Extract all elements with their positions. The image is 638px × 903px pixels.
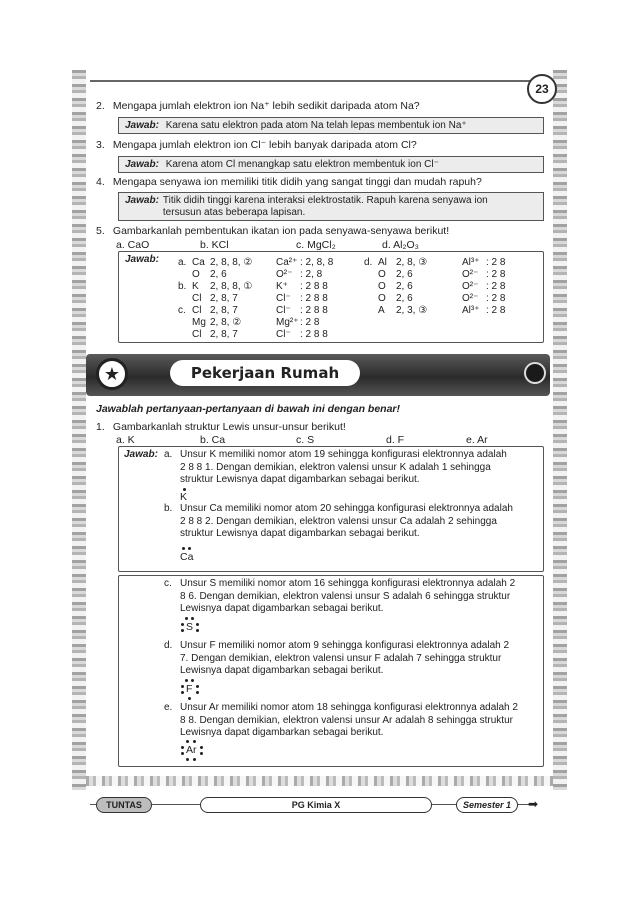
lewis-f: F: [186, 683, 193, 695]
q5-left-row-label: a.: [178, 257, 187, 268]
q5-left-row-ion: K⁺: [276, 281, 288, 292]
question-3: 3. Mengapa jumlah elektron ion Cl⁻ lebih banyak daripada atom Cl?: [96, 139, 417, 151]
hw-option-d: d. F: [386, 434, 405, 446]
q5-left-row-ion: Cl⁻: [276, 293, 291, 304]
q5-right-row-ion-config: : 2 8: [486, 281, 506, 292]
q5-right-row-ion: Al³⁺: [462, 305, 480, 316]
electron-dot: [200, 752, 203, 755]
q5-right-row-element: O: [378, 281, 386, 292]
question-5: 5. Gambarkanlah pembentukan ikatan ion pada senyawa-senyawa berikut!: [96, 225, 450, 237]
electron-dot: [196, 691, 199, 694]
lewis-ca: Ca: [180, 551, 194, 563]
q5-right-row-element: Al: [378, 257, 387, 268]
q5-left-row-ion-config: : 2 8 8: [300, 281, 328, 292]
q5-right-row-ion: O²⁻: [462, 293, 479, 304]
answer-box-3: Jawab: Karena atom Cl menangkap satu elektron membentuk ion Cl⁻: [118, 156, 544, 173]
answer-4-line-2: tersusun atas beberapa lapisan.: [162, 207, 306, 218]
q5-right-row-element: O: [378, 293, 386, 304]
q5-left-row-ion: Mg²⁺: [276, 317, 299, 328]
hw-option-c: c. S: [296, 434, 315, 446]
q5-right-row-ion: O²⁻: [462, 281, 479, 292]
hw-question-1-text: Gambarkanlah struktur Lewis unsur-unsur berikut!: [112, 421, 346, 433]
q5-right-row-ion-config: : 2 8: [486, 269, 506, 280]
option-d: d. Al₂O₃: [382, 239, 419, 251]
q5-left-row-config: 2, 8, 7: [210, 305, 238, 316]
option-b: b. KCl: [200, 239, 229, 251]
footer-semester: Semester 1: [456, 797, 518, 813]
hw-answer-e: Unsur Ar memiliki nomor atom 18 sehingga konfigurasi elektronnya adalah 2 8 8. Dengan demikian, elektron valensi unsur Ar adalah 8 sehingga struktur Lewisnya dapat digambarkan sebagai berikut.: [180, 702, 518, 738]
q5-right-row-element: A: [378, 305, 385, 316]
star-icon: ★: [96, 358, 128, 390]
q5-left-row-config: 2, 8, 7: [210, 329, 238, 340]
q5-right-row-ion-config: : 2 8: [486, 257, 506, 268]
workbook-page: 23 2. Mengapa jumlah elektron ion Na⁺ lebih sedikit daripada atom Na? Jawab: Karena satu elektron pada atom Na telah lepas membentuk ion Na⁺ 3. Mengapa jumlah elektron ion Cl⁻ lebih banyak daripada atom Cl? Jawab: Karena atom Cl menangkap satu elektron membentuk ion Cl⁻ 4. Mengapa senyawa ion memiliki titik didih yang sangat tinggi dan mudah rapuh? Jawab: Titik didih tinggi karena interaksi elektrostatik. Rapuh karena senyawa ion tersusun atas beberapa lapisan. 5. Gambarkanlah pembentukan ikatan ion pada senyawa-senyawa berikut! a. CaO b. KCl c. MgCl₂ d. Al₂O₃ Jawab: a. Ca 2, 8, 8, ② Ca²⁺ : 2, 8, 8 O 2, 6 O²⁻ : 2, 8 b. K 2, 8, 8, ① K⁺ : 2 8 8 Cl 2, 8, 7 Cl⁻ : 2 8 8 c. Cl 2, 8, 7 Cl⁻ : 2 8 8 Mg 2, 8, ② Mg²⁺ : 2 8 Cl 2, 8, 7 Cl⁻ : 2 8 8 d. Al 2, 8, ③ Al³⁺ : 2 8 O 2, 6 O²⁻ : 2 8 O 2, 6 O²⁻ : 2 8 O 2, 6 O²⁻ : 2 8 A 2, 3, ③ Al³⁺ : 2 8 ★ Pekerjaan Rumah Jawablah pertanyaan-pertanyaan di bawah ini dengan benar! 1. Gambarkanlah struktur Lewis unsur-unsur berikut! a. K b. Ca c. S d. F e. Ar Jawab: a. Unsur K memiliki nomor atom 19 sehingga konfigurasi elektronnya adalah 2 8 8 1. Dengan demikian, elektron valensi unsur K adalah 1 sehingga struktur Lewisnya dapat digambarkan sebagai berikut. K b. Unsur Ca memiliki nomor atom 20 sehingga konfigurasi elektronnya adalah 2 8 8 2. Dengan demikian, elektron valensi unsur Ca adalah 2 sehingga struktur Lewisnya dapat digambarkan sebagai berikut. Ca c. Unsur S memiliki nomor atom 16 sehingga konfigurasi elektronnya adalah 2 8 6. Dengan demikian, elektron valensi unsur S adalah 6 sehingga struktur Lewisnya dapat digambarkan sebagai berikut. S d. Unsur F memiliki nomor atom 9 sehingga konfigurasi elektronnya adalah 2 7. Dengan demikian, elektron valensi unsur F adalah 7 sehingga struktur Lewisnya dapat digambarkan sebagai berikut. F e. Unsur Ar memiliki nomor atom 18 sehingga konfigurasi elektronnya adalah 2 8 8. Dengan demikian, elektron valensi unsur Ar adalah 8 sehingga struktur Lewisnya dapat digambarkan sebagai berikut. Ar TUNTAS PG Kimia X Semester 1 ➡: [0, 0, 638, 903]
question-5-text: Gambarkanlah pembentukan ikatan ion pada senyawa-senyawa berikut!: [112, 225, 450, 237]
q5-right-row-ion: Al³⁺: [462, 257, 480, 268]
option-a: a. CaO: [116, 239, 150, 251]
q5-left-row-ion-config: : 2 8 8: [300, 293, 328, 304]
electron-dot: [200, 746, 203, 749]
instruction: Jawablah pertanyaan-pertanyaan di bawah ini dengan benar!: [96, 403, 400, 415]
q5-left-row-config: 2, 8, 8, ①: [210, 281, 253, 292]
q5-left-row-label: c.: [178, 305, 186, 316]
footer-tuntas: TUNTAS: [96, 797, 152, 813]
q5-right-row-ion: O²⁻: [462, 269, 479, 280]
footer-subject: PG Kimia X: [200, 797, 432, 813]
page-number: 23: [527, 74, 557, 104]
arrow-right-icon: ➡: [528, 797, 539, 811]
hw-answer-b: Unsur Ca memiliki nomor atom 20 sehingga konfigurasi elektronnya adalah 2 8 8 2. Dengan demikian, elektron valensi unsur Ca adalah 2 sehingga struktur Lewisnya dapat digambarkan sebagai berikut.: [180, 503, 513, 539]
question-2: 2. Mengapa jumlah elektron ion Na⁺ lebih sedikit daripada atom Na?: [96, 100, 420, 112]
q5-left-row-config: 2, 8, 8, ②: [210, 257, 253, 268]
electron-dot: [181, 691, 184, 694]
q5-right-row-config: 2, 3, ③: [396, 305, 428, 316]
answer-2-text: Karena satu elektron pada atom Na telah lepas membentuk ion Na⁺: [165, 120, 467, 131]
electron-dot: [181, 685, 184, 688]
bottom-border-decoration: [86, 776, 553, 786]
left-border-decoration: [72, 70, 86, 790]
q5-left-row-ion-config: : 2 8 8: [300, 305, 328, 316]
answer-box-5: Jawab:: [118, 251, 544, 343]
electron-dot: [196, 629, 199, 632]
question-2-text: Mengapa jumlah elektron ion Na⁺ lebih sedikit daripada atom Na?: [112, 100, 420, 112]
lewis-k: K: [180, 491, 188, 503]
electron-dot: [191, 679, 194, 682]
hw-option-b: b. Ca: [200, 434, 226, 446]
q5-right-row-config: 2, 8, ③: [396, 257, 428, 268]
q5-left-row-ion-config: : 2 8: [300, 317, 320, 328]
hw-option-a: a. K: [116, 434, 135, 446]
electron-dot: [188, 547, 191, 550]
electron-dot: [191, 617, 194, 620]
q5-left-row-ion: Cl⁻: [276, 305, 291, 316]
hw-answer-a: Unsur K memiliki nomor atom 19 sehingga konfigurasi elektronnya adalah 2 8 8 1. Dengan demikian, elektron valensi unsur K adalah 1 sehingga struktur Lewisnya dapat digambarkan sebagai berikut.: [180, 449, 507, 485]
electron-dot: [185, 617, 188, 620]
electron-dot: [181, 746, 184, 749]
answer-box-4: Jawab: Titik didih tinggi karena interaksi elektrostatik. Rapuh karena senyawa ion tersusun atas beberapa lapisan.: [118, 192, 544, 221]
electron-dot: [196, 623, 199, 626]
electron-dot: [193, 758, 196, 761]
q5-right-row-config: 2, 6: [396, 269, 413, 280]
q5-left-row-ion-config: : 2, 8: [300, 269, 323, 280]
hw-question-1: 1. Gambarkanlah struktur Lewis unsur-unsur berikut!: [96, 421, 346, 433]
electron-dot: [186, 740, 189, 743]
q5-right-row-ion-config: : 2 8: [486, 305, 506, 316]
top-rule: [90, 80, 530, 82]
q5-right-row-config: 2, 6: [396, 281, 413, 292]
q5-left-row-config: 2, 6: [210, 269, 227, 280]
section-title: Pekerjaan Rumah: [170, 360, 360, 386]
hw-answer-d: Unsur F memiliki nomor atom 9 sehingga konfigurasi elektronnya adalah 2 7. Dengan demikian, elektron valensi unsur F adalah 7 sehingga struktur Lewisnya dapat digambarkan sebagai berikut.: [180, 640, 510, 676]
lewis-s: S: [186, 621, 194, 633]
q5-left-row-element: O: [192, 269, 200, 280]
q5-left-row-ion: Cl⁻: [276, 329, 291, 340]
answer-box-2: Jawab: Karena satu elektron pada atom Na telah lepas membentuk ion Na⁺: [118, 117, 544, 134]
hw-answer-c: Unsur S memiliki nomor atom 16 sehingga konfigurasi elektronnya adalah 2 8 6. Dengan demikian, elektron valensi unsur S adalah 6 sehingga struktur Lewisnya dapat digambarkan sebagai berikut.: [180, 578, 516, 614]
electron-dot: [181, 623, 184, 626]
q5-left-row-config: 2, 8, ②: [210, 317, 242, 328]
electron-dot: [181, 752, 184, 755]
q5-right-row-label: d.: [364, 257, 373, 268]
electron-dot: [188, 697, 191, 700]
electron-dot: [181, 629, 184, 632]
circle-icon: [524, 362, 546, 384]
question-3-text: Mengapa jumlah elektron ion Cl⁻ lebih banyak daripada atom Cl?: [112, 139, 417, 151]
electron-dot: [196, 685, 199, 688]
answer-4-line-1: Titik didih tinggi karena interaksi elektrostatik. Rapuh karena senyawa ion: [162, 195, 488, 206]
q5-left-row-element: Cl: [192, 329, 202, 340]
answer-3-text: Karena atom Cl menangkap satu elektron membentuk ion Cl⁻: [165, 159, 439, 170]
q5-left-row-element: K: [192, 281, 199, 292]
q5-left-row-ion: Ca²⁺: [276, 257, 298, 268]
question-4: 4. Mengapa senyawa ion memiliki titik didih yang sangat tinggi dan mudah rapuh?: [96, 176, 482, 188]
electron-dot: [182, 547, 185, 550]
question-4-text: Mengapa senyawa ion memiliki titik didih yang sangat tinggi dan mudah rapuh?: [112, 176, 482, 188]
q5-left-row-element: Cl: [192, 305, 202, 316]
hw-option-e: e. Ar: [466, 434, 488, 446]
q5-left-row-label: b.: [178, 281, 187, 292]
q5-left-row-element: Cl: [192, 293, 202, 304]
q5-left-row-element: Mg: [192, 317, 206, 328]
electron-dot: [186, 758, 189, 761]
electron-dot: [193, 740, 196, 743]
lewis-ar: Ar: [186, 744, 197, 756]
electron-dot: [185, 679, 188, 682]
q5-right-row-config: 2, 6: [396, 293, 413, 304]
q5-left-row-ion: O²⁻: [276, 269, 293, 280]
q5-left-row-ion-config: : 2 8 8: [300, 329, 328, 340]
q5-right-row-ion-config: : 2 8: [486, 293, 506, 304]
q5-left-row-element: Ca: [192, 257, 205, 268]
right-border-decoration: [553, 70, 567, 790]
q5-left-row-config: 2, 8, 7: [210, 293, 238, 304]
option-c: c. MgCl₂: [296, 239, 336, 251]
q5-left-row-ion-config: : 2, 8, 8: [300, 257, 334, 268]
q5-right-row-element: O: [378, 269, 386, 280]
